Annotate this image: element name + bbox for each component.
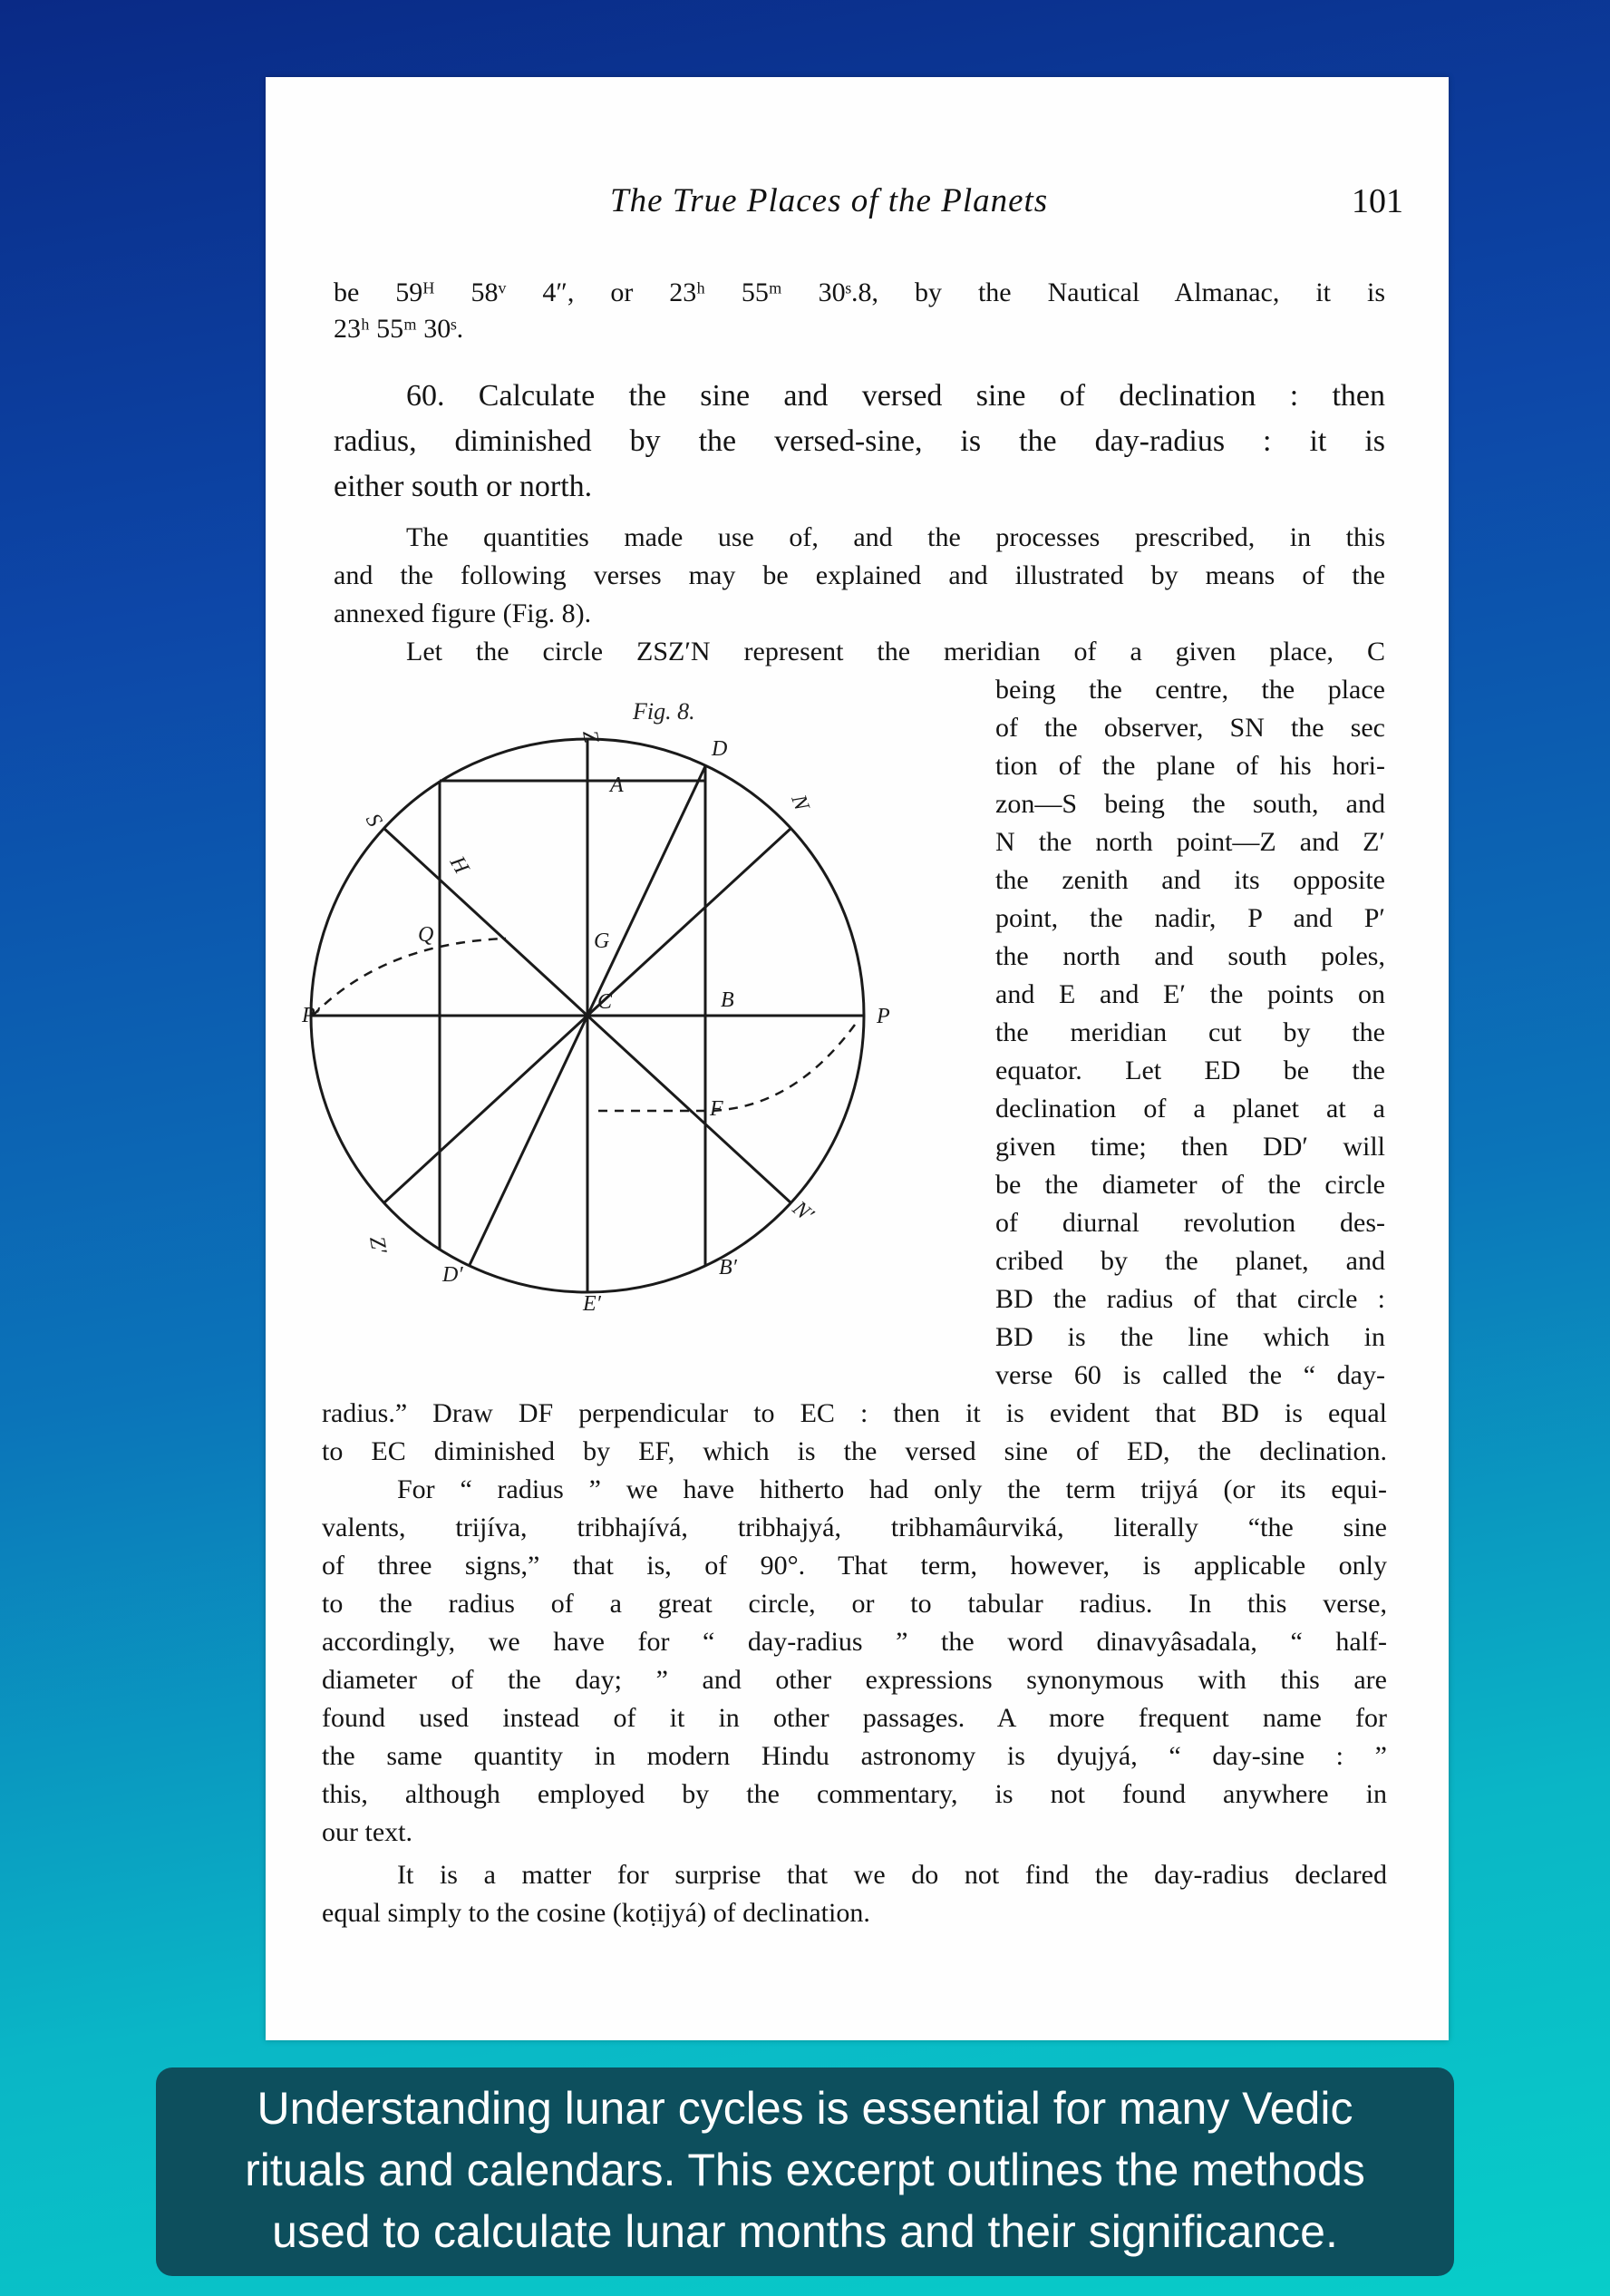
text-line: cribed by the planet, and <box>995 1246 1385 1276</box>
verse-line: 60. Calculate the sine and versed sine of declination : then <box>406 379 1385 413</box>
text-line: to the radius of a great circle, or to tabular radius. In this verse, <box>322 1589 1387 1619</box>
text-line: It is a matter for surprise that we do not find the day-radius declared <box>397 1860 1387 1890</box>
text-line: the north and south poles, <box>995 941 1385 971</box>
text-line: BD the radius of that circle : <box>995 1284 1385 1314</box>
label-a: A <box>610 773 624 797</box>
text-line: and E and E′ the points on <box>995 979 1385 1009</box>
text-line: the same quantity in modern Hindu astronomy is dyujyá, “ day-sine : ” <box>322 1741 1387 1771</box>
page-header <box>610 181 1403 236</box>
text-line: verse 60 is called the “ day- <box>995 1360 1385 1390</box>
text-line: the zenith and its opposite <box>995 865 1385 895</box>
label-f: F <box>710 1097 723 1121</box>
text-line: the meridian cut by the <box>995 1017 1385 1047</box>
text-line: equal simply to the cosine (koṭijyá) of declination. <box>322 1898 870 1928</box>
text-line: 23ʰ 55ᵐ 30ˢ. <box>334 314 464 344</box>
figure-label: Fig. 8. <box>633 698 695 725</box>
dashed-arc-lower <box>592 1025 855 1111</box>
text-line: being the centre, the place <box>995 675 1385 705</box>
running-title: The True Places of the Planets <box>610 182 1049 219</box>
label-e-prime: E′ <box>583 1292 601 1316</box>
label-g: G <box>594 929 610 953</box>
caption-line: Understanding lunar cycles is essential for many Vedic <box>257 2083 1353 2134</box>
verse-line: either south or north. <box>334 470 593 503</box>
meridian-diagram <box>302 712 890 1365</box>
page-number: 101 <box>1352 182 1403 220</box>
label-p: P <box>877 1005 890 1028</box>
verse-line: radius, diminished by the versed-sine, is the day-radius : it is <box>334 424 1385 458</box>
text-line: and the following verses may be explained and illustrated by means of the <box>334 560 1385 590</box>
label-c: C <box>597 990 613 1014</box>
text-line: diameter of the day; ” and other expressions synonymous with this are <box>322 1665 1387 1695</box>
label-d: D <box>712 737 728 761</box>
label-b: B <box>721 988 734 1012</box>
text-line: point, the nadir, P and P′ <box>995 903 1385 933</box>
text-line: this, although employed by the commentary, is not found anywhere in <box>322 1779 1387 1809</box>
book-page <box>266 77 1449 2040</box>
text-line: be the diameter of the circle <box>995 1170 1385 1200</box>
text-line: of diurnal revolution des- <box>995 1208 1385 1238</box>
text-line: zon—S being the south, and <box>995 789 1385 819</box>
label-b-prime: B′ <box>719 1256 737 1279</box>
label-h: H <box>444 852 473 879</box>
text-line: accordingly, we have for “ day-radius ” the word dinavyâsadala, “ half- <box>322 1627 1387 1657</box>
label-s: S <box>360 810 387 832</box>
text-line: For “ radius ” we have hitherto had only the term trijyá (or its equi- <box>397 1474 1387 1504</box>
label-z-prime: Z′ <box>364 1234 391 1256</box>
label-q: Q <box>418 923 434 947</box>
text-line: N the north point—Z and Z′ <box>995 827 1385 857</box>
caption-line: used to calculate lunar months and their significance. <box>272 2206 1338 2257</box>
text-line: given time; then DD′ will <box>995 1132 1385 1162</box>
text-line: The quantities made use of, and the processes prescribed, in this <box>406 522 1385 552</box>
text-line: equator. Let ED be the <box>995 1056 1385 1085</box>
text-line: to EC diminished by EF, which is the versed sine of ED, the declination. <box>322 1436 1387 1466</box>
label-z: Z <box>577 728 604 745</box>
text-line: BD is the line which in <box>995 1322 1385 1352</box>
text-line: radius.” Draw DF perpendicular to EC : then it is evident that BD is equal <box>322 1398 1387 1428</box>
text-line: our text. <box>322 1817 412 1847</box>
text-line: declination of a planet at a <box>995 1094 1385 1124</box>
label-n-prime: N′ <box>788 1196 819 1228</box>
text-line: annexed figure (Fig. 8). <box>334 598 592 628</box>
label-n: N <box>786 792 814 814</box>
caption-box <box>156 2067 1454 2276</box>
label-p-prime: P′ <box>302 1004 320 1027</box>
text-line: Let the circle ZSZ′N represent the meridian of a given place, C <box>406 637 1385 666</box>
label-d-prime: D′ <box>442 1263 463 1287</box>
text-line: of the observer, SN the sec <box>995 713 1385 743</box>
text-line: of three signs,” that is, of 90°. That term, however, is applicable only <box>322 1551 1387 1581</box>
text-line: found used instead of it in other passages. A more frequent name for <box>322 1703 1387 1733</box>
text-line: tion of the plane of his hori- <box>995 751 1385 781</box>
text-line: valents, trijíva, tribhajívá, tribhajyá, tribhamâurviká, literally “the sine <box>322 1513 1387 1542</box>
caption-line: rituals and calendars. This excerpt outlines the methods <box>245 2145 1365 2195</box>
dashed-arc-upper <box>313 939 506 1016</box>
text-line: be 59ᴴ 58ᵛ 4″, or 23ʰ 55ᵐ 30ˢ.8, by the Nautical Almanac, it is <box>334 277 1385 307</box>
